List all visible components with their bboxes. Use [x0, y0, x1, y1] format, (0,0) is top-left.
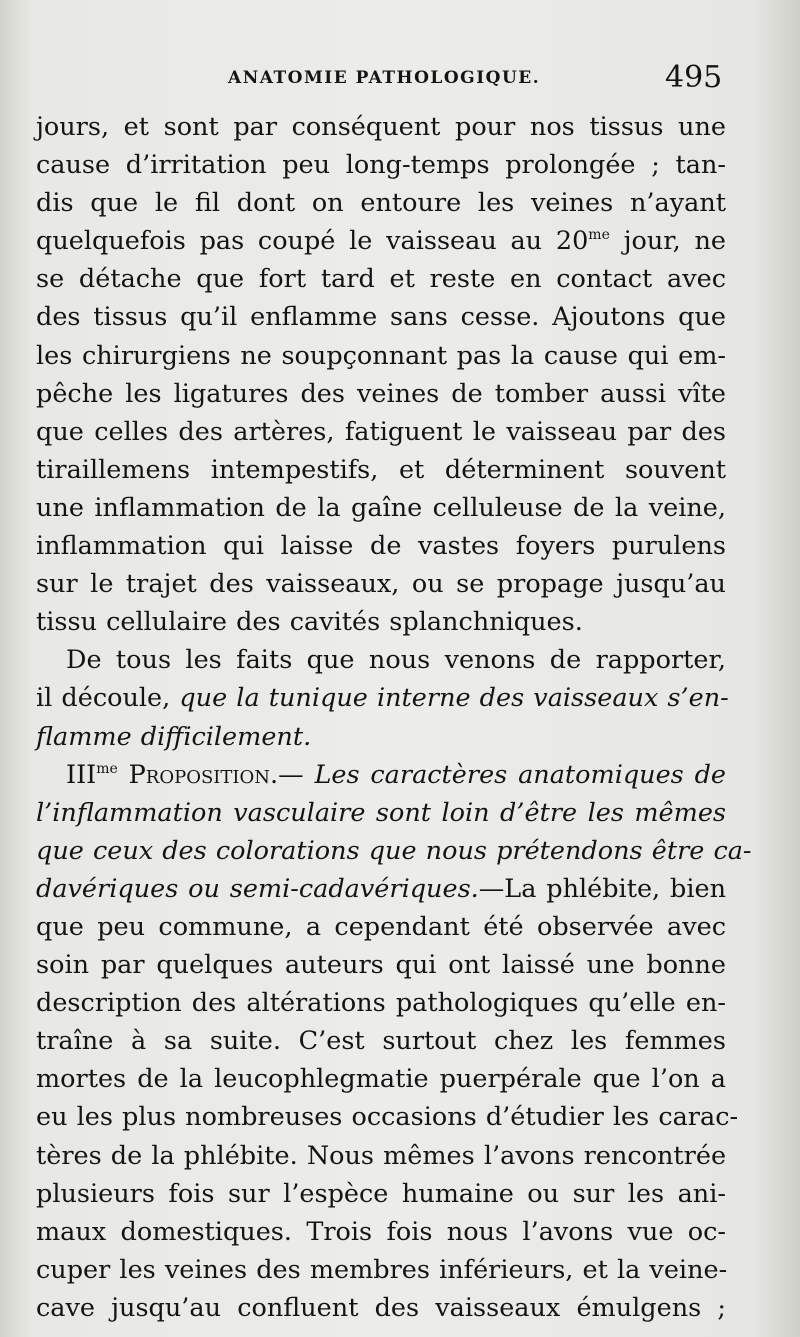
text-line: tères de la phlébite. Nous mêmes l’avons rencontrée	[36, 1140, 727, 1171]
running-title: ANATOMIE PATHOLOGIQUE.	[228, 68, 541, 88]
text-line: mortes de la leucophlegmatie puerpérale que l’on a	[36, 1064, 726, 1095]
text-line: inflammation qui laisse de vastes foyers purulens	[36, 531, 726, 562]
text-line: dis que le fil dont on entoure les veines n’ayant	[36, 188, 726, 219]
text-line: pêche les ligatures des veines de tomber aussi vîte	[36, 378, 726, 409]
ordinal-suffix: me	[588, 227, 610, 244]
page-number: 495	[665, 60, 723, 95]
text-line: plusieurs fois sur l’espèce humaine ou sur les ani-	[36, 1178, 726, 1209]
proposition-heading-line	[36, 756, 726, 794]
text-line-mixed	[36, 679, 729, 717]
text-line: maux domestiques. Trois fois nous l’avons vue oc-	[36, 1216, 726, 1247]
proposition-numeral: III	[66, 759, 97, 790]
text-segment: quelquefois pas coupé le vaisseau au	[36, 226, 556, 257]
text-line: traîne à sa suite. C’est surtout chez les femmes	[36, 1026, 726, 1057]
body-text	[36, 108, 752, 1327]
text-line-mixed	[36, 870, 726, 908]
text-line: que celles des artères, fatiguent le vaisseau par des	[36, 416, 726, 447]
italic-segment: que la tunique interne des vaisseaux s’en-	[179, 683, 729, 714]
proposition-label: Proposition.	[128, 759, 279, 790]
page-header	[0, 58, 800, 98]
text-line: des tissus qu’il enflamme sans cesse. Ajoutons que	[36, 302, 726, 333]
text-line: les chirurgiens ne soupçonnant pas la cause qui em-	[36, 340, 726, 371]
em-dash: —	[278, 759, 304, 790]
italic-segment: Les caractères anatomiques de	[314, 759, 726, 790]
text-line: De tous les faits que nous venons de rapporter,	[66, 645, 726, 676]
italic-segment: davériques ou semi-cadavériques.	[36, 873, 479, 904]
text-line: description des altérations pathologiques qu’elle en-	[36, 988, 726, 1019]
text-segment: —La phlébite, bien	[478, 873, 726, 904]
text-line: jours, et sont par conséquent pour nos tissus une	[36, 112, 726, 142]
text-line-italic	[36, 794, 726, 832]
text-line: tiraillemens intempestifs, et déterminent souvent	[36, 454, 726, 485]
text-line-italic	[36, 832, 752, 870]
text-line: eu les plus nombreuses occasions d’étudier les carac-	[36, 1102, 739, 1133]
text-line-italic	[36, 718, 726, 756]
text-line: cause d’irritation peu long-temps prolongée ; tan-	[36, 150, 726, 181]
text-line-with-ordinal	[36, 222, 726, 260]
text-line: tissu cellulaire des cavités splanchniques.	[36, 607, 583, 638]
paragraph-3	[36, 756, 752, 1327]
italic-segment: flamme difficilement.	[36, 721, 312, 752]
text-line: cuper les veines des membres inférieurs, et la veine-	[36, 1254, 728, 1285]
paragraph-2	[36, 641, 729, 755]
text-segment: jour, ne	[609, 226, 727, 257]
numeral-suffix: me	[96, 760, 118, 777]
text-line: que peu commune, a cependant été observée avec	[36, 911, 726, 942]
text-segment: il découle,	[36, 683, 180, 714]
text-line: sur le trajet des vaisseaux, ou se propage jusqu’au	[36, 569, 726, 600]
text-line: soin par quelques auteurs qui ont laissé une bonne	[36, 950, 726, 981]
italic-segment: l’inflammation vasculaire sont loin d’être les mêmes	[36, 797, 726, 828]
ordinal-number: 20	[555, 226, 589, 257]
italic-segment: que ceux des colorations que nous prétendons être ca-	[36, 835, 752, 866]
text-line: se détache que fort tard et reste en contact avec	[36, 264, 726, 295]
text-line: cave jusqu’au confluent des vaisseaux émulgens ;	[36, 1292, 726, 1323]
text-line: une inflammation de la gaîne celluleuse de la veine,	[36, 492, 726, 523]
paragraph-1	[36, 108, 726, 641]
